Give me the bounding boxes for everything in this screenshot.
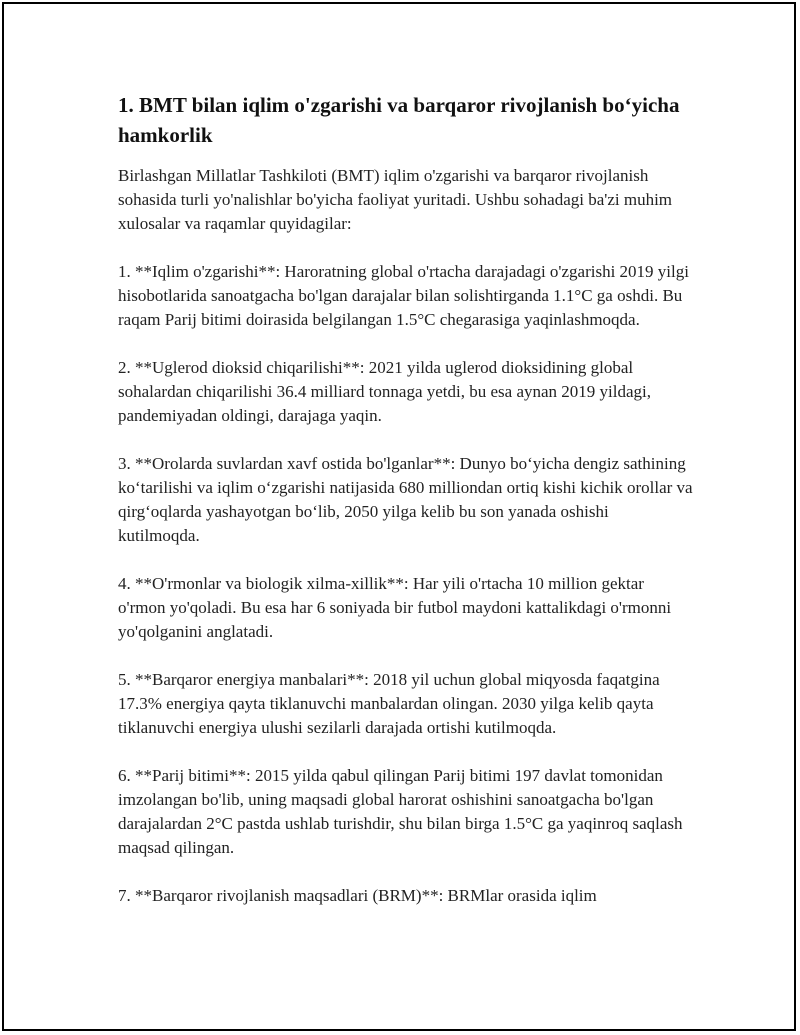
- document-body: [118, 90, 693, 932]
- list-item: 3. **Orolarda suvlardan xavf ostida bo'lganlar**: Dunyo bo‘yicha dengiz sathining ko‘tarilishi va iqlim o‘zgarishi natijasida 680 milliondan ortiq kishi kichik orollar va qirg‘oqlarda yashayotgan bo‘lib, 2050 yilga kelib bu son yanada oshishi kutilmoqda.: [118, 454, 693, 545]
- list-item: 7. **Barqaror rivojlanish maqsadlari (BRM)**: BRMlar orasida iqlim: [118, 886, 597, 905]
- list-item: 4. **O'rmonlar va biologik xilma-xillik**: Har yili o'rtacha 10 million gektar o'rmon yo'qoladi. Bu esa har 6 soniyada bir futbol maydoni kattalikdagi o'rmonni yo'qolganini anglatadi.: [118, 574, 672, 641]
- list-item: 2. **Uglerod dioksid chiqarilishi**: 2021 yilda uglerod dioksidining global sohalardan chiqarilishi 36.4 milliard tonnaga yetdi, bu esa aynan 2019 yildagi, pandemiyadan oldingi, darajaga yaqin.: [118, 358, 652, 425]
- list-item: 6. **Parij bitimi**: 2015 yilda qabul qilingan Parij bitimi 197 davlat tomonidan imzolangan bo'lib, uning maqsadi global harorat oshishini sanoatgacha bo'lgan darajalardan 2°C pastda ushlab turishdir, shu bilan birga 1.5°C ga yaqinroq saqlash maqsad qilingan.: [118, 766, 683, 857]
- list-item: 1. **Iqlim o'zgarishi**: Haroratning global o'rtacha darajadagi o'zgarishi 2019 yilgi hisobotlarida sanoatgacha bo'lgan darajalar bilan solishtirganda 1.1°C ga oshdi. Bu raqam Parij bitimi doirasida belgilangan 1.5°C chegarasiga yaqinlashmoqda.: [118, 262, 689, 329]
- list-item: 5. **Barqaror energiya manbalari**: 2018 yil uchun global miqyosda faqatgina 17.3% energiya qayta tiklanuvchi manbalardan olingan. 2030 yilga kelib qayta tiklanuvchi energiya ulushi sezilarli darajada ortishi kutilmoqda.: [118, 670, 660, 737]
- intro-paragraph: Birlashgan Millatlar Tashkiloti (BMT) iqlim o'zgarishi va barqaror rivojlanish sohasida turli yo'nalishlar bo'yicha faoliyat yuritadi. Ushbu sohadagi ba'zi muhim xulosalar va raqamlar quyidagilar:: [118, 166, 673, 233]
- document-title: 1. BMT bilan iqlim o'zgarishi va barqaror rivojlanish bo‘yicha hamkorlik: [118, 93, 680, 147]
